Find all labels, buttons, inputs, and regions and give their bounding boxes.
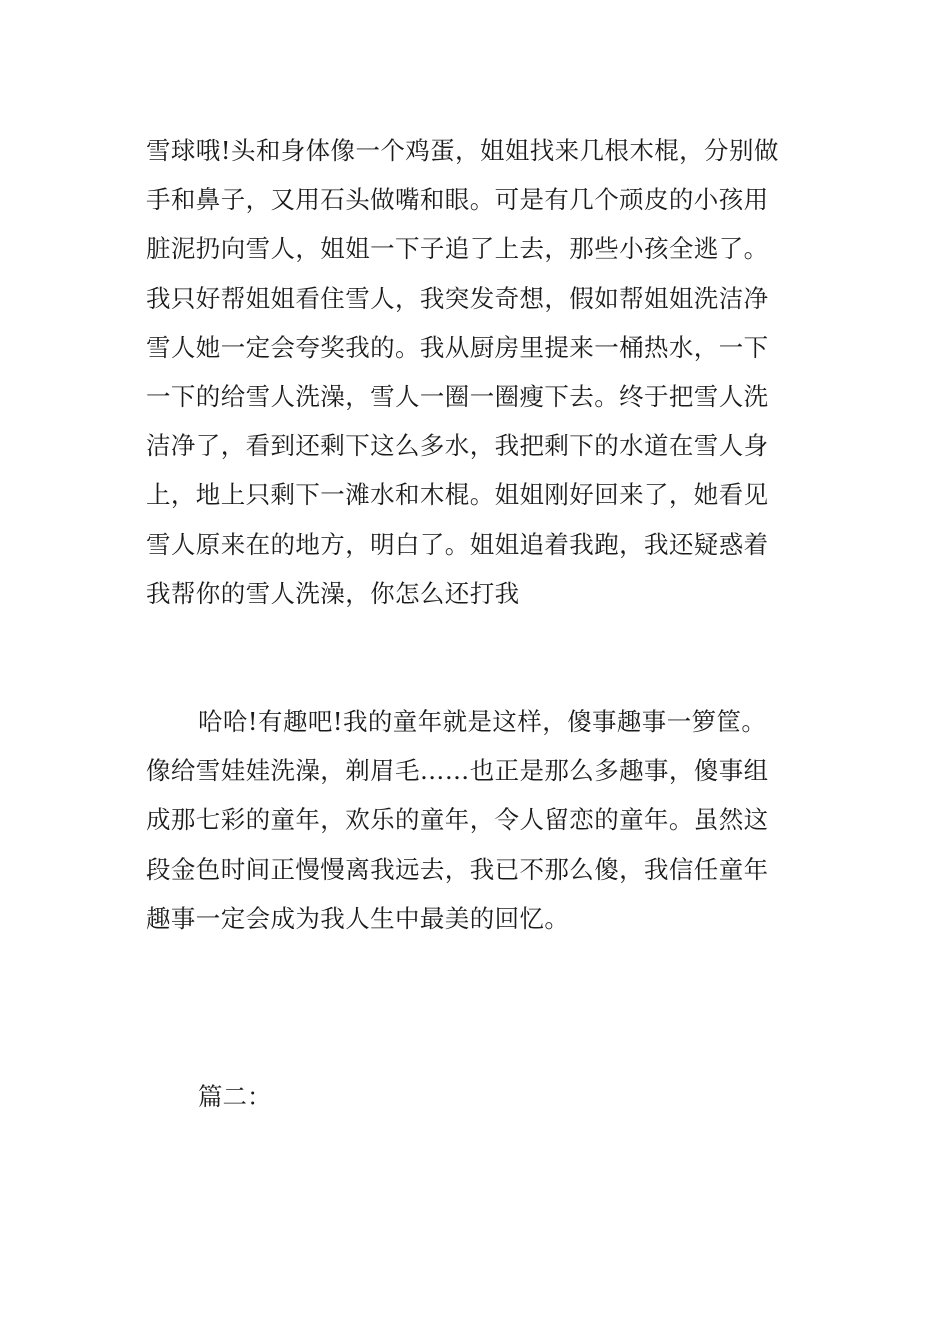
paragraph-line: 洁净了，看到还剩下这么多水，我把剩下的水道在雪人身 <box>146 431 769 461</box>
paragraph-line: 雪球哦!头和身体像一个鸡蛋，姐姐找来几根木棍，分别做 <box>146 136 779 165</box>
paragraph-line: 成那七彩的童年，欢乐的童年，令人留恋的童年。虽然这 <box>146 805 769 835</box>
section-heading: 篇二： <box>198 1082 272 1111</box>
paragraph-line: 上，地上只剩下一滩水和木棍。姐姐刚好回来了，她看见 <box>146 480 769 510</box>
paragraph-line: 雪人她一定会夸奖我的。我从厨房里提来一桶热水，一下 <box>146 332 769 362</box>
paragraph-line: 雪人原来在的地方，明白了。姐姐追着我跑，我还疑惑着 <box>146 529 769 559</box>
paragraph-line: 我只好帮姐姐看住雪人，我突发奇想，假如帮姐姐洗洁净 <box>146 283 769 313</box>
paragraph-line: 像给雪娃娃洗澡，剃眉毛……也正是那么多趣事，傻事组 <box>146 756 769 786</box>
paragraph-1 <box>146 126 808 618</box>
paragraph-line: 脏泥扔向雪人，姐姐一下子追了上去，那些小孩全逃了。 <box>146 234 769 264</box>
section-heading-block <box>146 1072 808 1121</box>
paragraph-2 <box>146 697 808 943</box>
paragraph-line: 我帮你的雪人洗澡，你怎么还打我 <box>146 578 520 608</box>
paragraph-line: 趣事一定会成为我人生中最美的回忆。 <box>146 903 570 933</box>
paragraph-line: 段金色时间正慢慢离我远去，我已不那么傻，我信任童年 <box>146 854 769 884</box>
paragraph-line: 手和鼻子，又用石头做嘴和眼。可是有几个顽皮的小孩用 <box>146 185 769 215</box>
paragraph-line: 一下的给雪人洗澡，雪人一圈一圈瘦下去。终于把雪人洗 <box>146 381 769 411</box>
paragraph-line: 哈哈!有趣吧!我的童年就是这样，傻事趣事一箩筐。 <box>198 707 767 736</box>
